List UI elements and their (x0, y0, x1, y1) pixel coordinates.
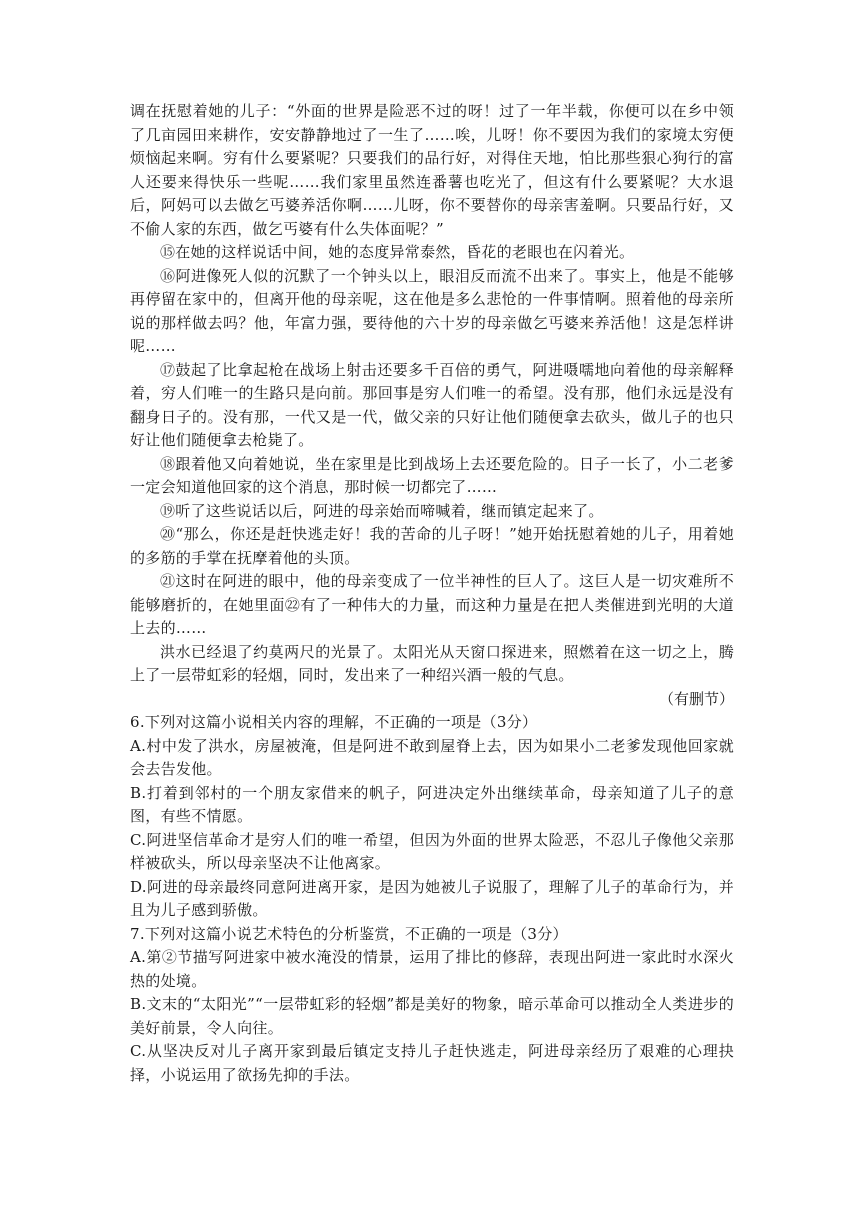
question-6-option-b: B.打着到邻村的一个朋友家借来的帆子，阿进决定外出继续革命，母亲知道了儿子的意图，有些不情愿。 (130, 783, 734, 825)
question-7-stem: 7.下列对这篇小说艺术特色的分析鉴赏，不正确的一项是（3分） (130, 924, 568, 943)
story-paragraph-21: ㉑这时在阿进的眼中，他的母亲变成了一位半神性的巨人了。这巨人是一切灾难所不能够磨折的，在她里面㉒有了一种伟大的力量，而这种力量是在把人类催进到光明的大道上去的…… (130, 572, 734, 637)
story-paragraph-18: ⑱跟着他又向着她说，坐在家里是比到战场上去还要危险的。日子一长了，小二老爹一定会知道他回家的这个消息，那时候一切都完了…… (130, 454, 734, 496)
story-paragraph-22: 洪水已经退了约莫两尺的光景了。太阳光从天窗口探进来，照燃着在这一切之上，腾上了一层带虹彩的轻烟，同时，发出来了一种绍兴酒一般的气息。 (130, 642, 734, 684)
source-note: （有删节） (658, 689, 734, 708)
story-paragraph-19: ⑲听了这些说话以后，阿进的母亲始而啼喊着，继而镇定起来了。 (160, 501, 604, 520)
story-paragraph-0: 调在抚慰着她的儿子：“外面的世界是险恶不过的呀！过了一年半载，你便可以在乡中领了几亩园田来耕作，安安静静地过了一生了……唉，儿呀！你不要因为我们的家境太穷便烦恼起来啊。穷有什么要紧呢？只要我们的品行好，对得住天地，怕比那些狠心狗行的富人还要来得快乐一些呢……我们家里虽然连番薯也吃光了，但这有什么要紧呢？大水退后，阿妈可以去做乞丐婆养活你啊……儿呀，你不要替你的母亲害羞啊。只要品行好，又不偷人家的东西，做乞丐婆有什么失体面呢？” (130, 102, 734, 238)
question-6-stem: 6.下列对这篇小说相关内容的理解，不正确的一项是（3分） (130, 713, 538, 731)
story-paragraph-16: ⑯阿进像死人似的沉默了一个钟头以上，眼泪反而流不出来了。事实上，他是不能够再停留在家中的，但离开他的母亲呢，这在他是多么悲怆的一件事情啊。照着他的母亲所说的那样做去吗？他，年富力强，要待他的六十岁的母亲做乞丐婆来养活他！这是怎样讲呢…… (130, 266, 734, 355)
question-6-option-c: C.阿进坚信革命才是穷人们的唯一希望，但因为外面的世界太险恶，不忍儿子像他父亲那样被砍头，所以母亲坚决不让他离家。 (130, 830, 734, 872)
story-paragraph-15: ⑮在她的这样说话中间，她的态度异常泰然，昏花的老眼也在闪着光。 (160, 243, 635, 261)
question-7-option-a: A.第②节描写阿进家中被水淹没的情景，运用了排比的修辞，表现出阿进一家此时水深火热的处境。 (130, 948, 734, 990)
question-6-option-a: A.村中发了洪水，房屋被淹，但是阿进不敢到屋脊上去，因为如果小二老爹发现他回家就会去告发他。 (130, 736, 734, 778)
question-7-option-b: B.文末的“太阳光”“一层带虹彩的轻烟”都是美好的物象，暗示革命可以推动全人类进步的美好前景，令人向往。 (130, 995, 734, 1037)
story-paragraph-17: ⑰鼓起了比拿起枪在战场上射击还要多千百倍的勇气，阿进嗫嚅地向着他的母亲解释着，穷人们唯一的生路只是向前。那回事是穷人们唯一的希望。没有那，他们永远是没有翻身日子的。没有那，一代又是一代，做父亲的只好让他们随便拿去砍头，做儿子的也只好让他们随便拿去枪毙了。 (130, 360, 734, 449)
question-6-option-d: D.阿进的母亲最终同意阿进离开家，是因为她被儿子说服了，理解了儿子的革命行为，并且为儿子感到骄傲。 (130, 877, 734, 919)
question-7-option-c: C.从坚决反对儿子离开家到最后镇定支持儿子赶快逃走，阿进母亲经历了艰难的心理抉择，小说运用了欲扬先抑的手法。 (130, 1042, 734, 1084)
story-paragraph-20: ⑳“那么，你还是赶快逃走好！我的苦命的儿子呀！”她开始抚慰着她的儿子，用着她的多筋的手掌在抚摩着他的头顶。 (130, 525, 734, 567)
